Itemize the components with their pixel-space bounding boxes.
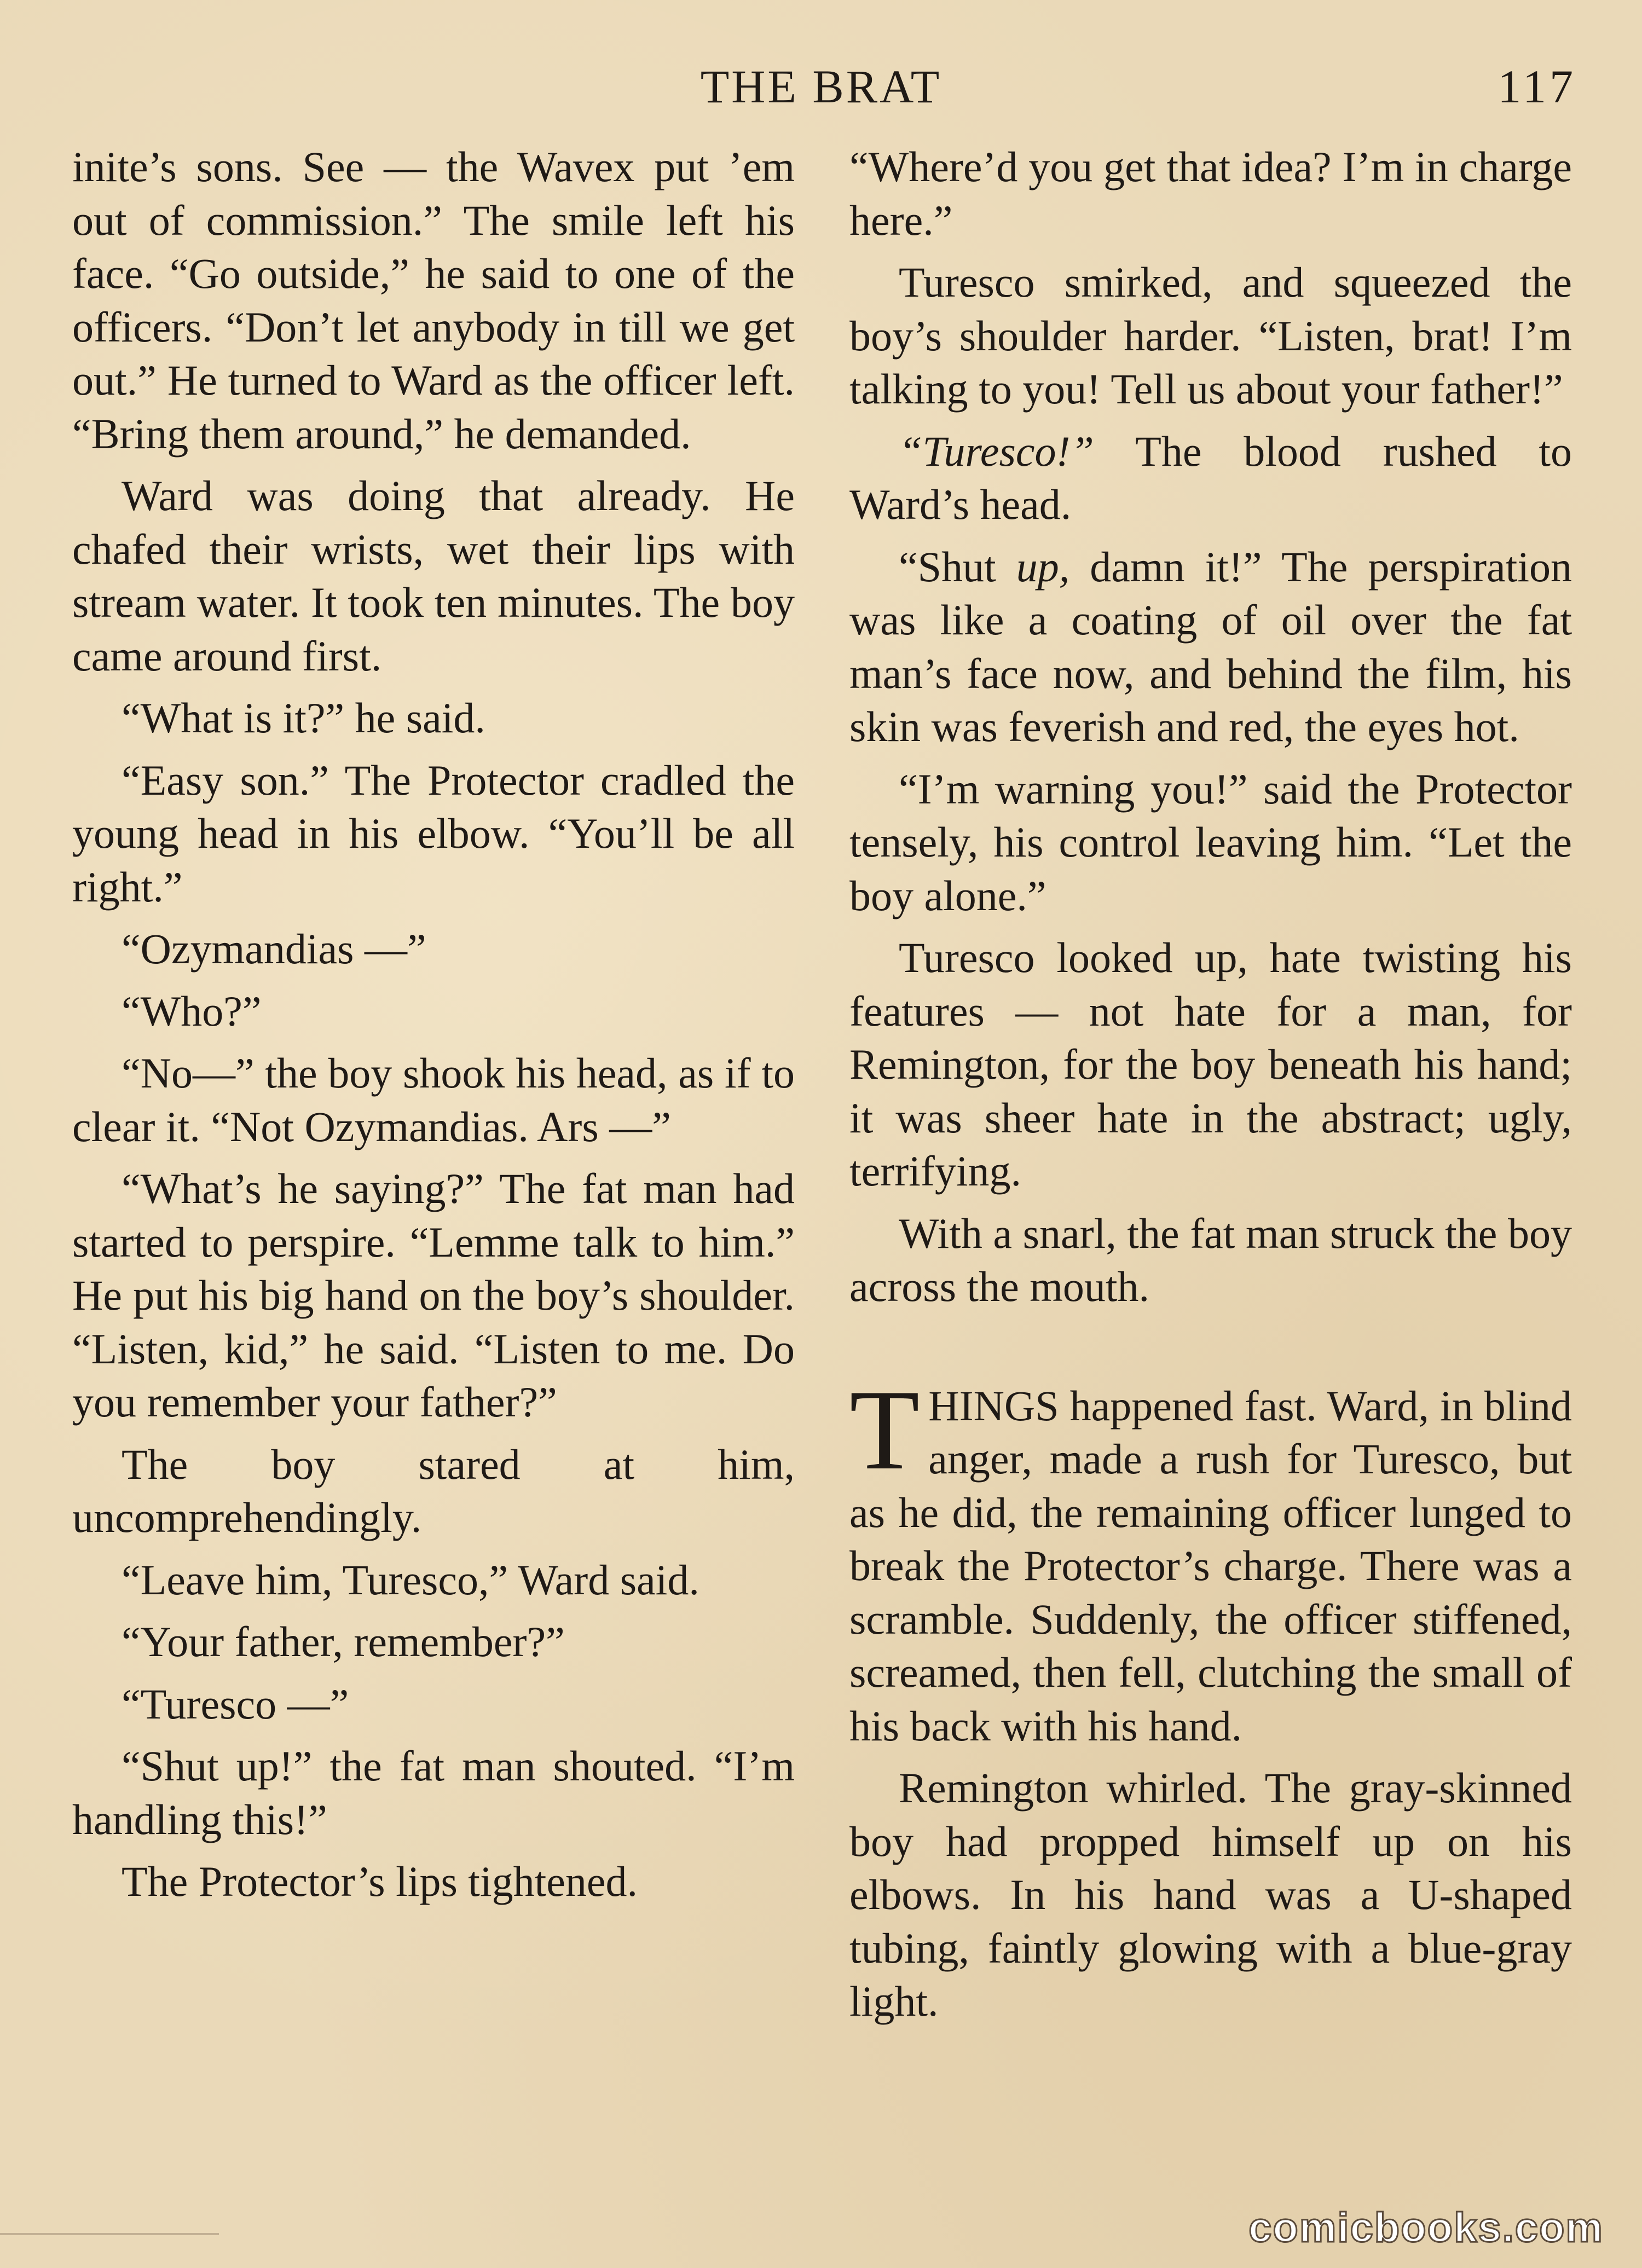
paragraph-text: damn it!” The perspiration was like a coating of oil over the fat man’s face now, and behind the film, his skin was feverish and red, the eyes hot. — [849, 542, 1572, 750]
left-column — [72, 140, 795, 1917]
paragraph: inite’s sons. See — the Wavex put ’em out of commission.” The smile left his face. “Go outside,” he said to one of the officers. “Don’t let anybody in till we get out.” He turned to Ward as the officer left. “Bring them around,” he demanded. — [72, 143, 795, 458]
scan-edge-mark — [0, 2233, 219, 2235]
paragraph: Remington whirled. The gray-skinned boy had propped himself up on his elbows. In his hand was a U-shaped tubing, faintly glowing with a blue-gray light. — [849, 1764, 1572, 2025]
right-column — [849, 140, 1572, 2037]
paragraph: “Easy son.” The Protector cradled the young head in his elbow. “You’ll be all right.” — [72, 756, 795, 911]
paragraph: Turesco looked up, hate twisting his features — not hate for a man, for Remington, for the boy beneath his hand; it was sheer hate in the abstract; ugly, terrifying. — [849, 934, 1572, 1195]
paragraph: The boy stared at him, uncomprehendingly. — [72, 1440, 795, 1541]
paragraph — [849, 540, 1572, 754]
paragraph: “Turesco —” — [122, 1680, 349, 1728]
italic-text: “Turesco!” — [899, 427, 1094, 475]
drop-cap: T — [849, 1366, 920, 1494]
watermark: comicbooks.com — [1248, 2205, 1604, 2251]
paragraph: “Shut up!” the fat man shouted. “I’m handling this!” — [72, 1742, 795, 1843]
paragraph: “Your father, remember?” — [122, 1618, 565, 1665]
section-start-paragraph — [849, 1366, 1572, 1753]
paragraph-text: The blood rushed to Ward’s head. — [849, 427, 1572, 528]
paragraph: “Leave him, Turesco,” Ward said. — [122, 1555, 699, 1604]
paragraph: Ward was doing that already. He chafed their wrists, wet their lips with stream water. It took ten minutes. The boy came around first. — [72, 472, 795, 680]
paragraph: “I’m warning you!” said the Protector tensely, his control leaving him. “Let the boy alone.” — [849, 765, 1572, 919]
paragraph-text: “Shut — [899, 542, 1016, 591]
paragraph: “Where’d you get that idea? I’m in charge here.” — [849, 143, 1572, 244]
paragraph — [849, 425, 1572, 531]
paragraph: Turesco smirked, and squeezed the boy’s shoulder harder. “Listen, brat! I’m talking to you! Tell us about your father!” — [849, 258, 1572, 413]
paragraph: “No—” the boy shook his head, as if to clear it. “Not Ozymandias. Ars —” — [72, 1049, 795, 1150]
running-header-title: THE BRAT — [700, 60, 942, 113]
paragraph: With a snarl, the fat man struck the boy across the mouth. — [849, 1209, 1572, 1310]
paragraph: “What’s he saying?” The fat man had started to perspire. “Lemme talk to him.” He put his big hand on the boy’s shoulder. “Listen, kid,” he said. “Listen to me. Do you remember your father?” — [72, 1165, 795, 1426]
paragraph: “Who?” — [122, 987, 262, 1035]
paragraph: The Protector’s lips tightened. — [122, 1858, 638, 1905]
paragraph-text: HINGS happened fast. Ward, in blind anger, made a rush for Turesco, but as he did, the remaining officer lunged to break the Protector’s charge. There was a scramble. Suddenly, the officer stiffened, screamed, then fell, clutching the small of his back with his hand. — [849, 1381, 1572, 1750]
paragraph: “What is it?” he said. — [122, 694, 485, 742]
paragraph: “Ozymandias —” — [122, 925, 426, 973]
italic-text: up, — [1016, 542, 1070, 591]
page-number: 117 — [1498, 60, 1576, 113]
